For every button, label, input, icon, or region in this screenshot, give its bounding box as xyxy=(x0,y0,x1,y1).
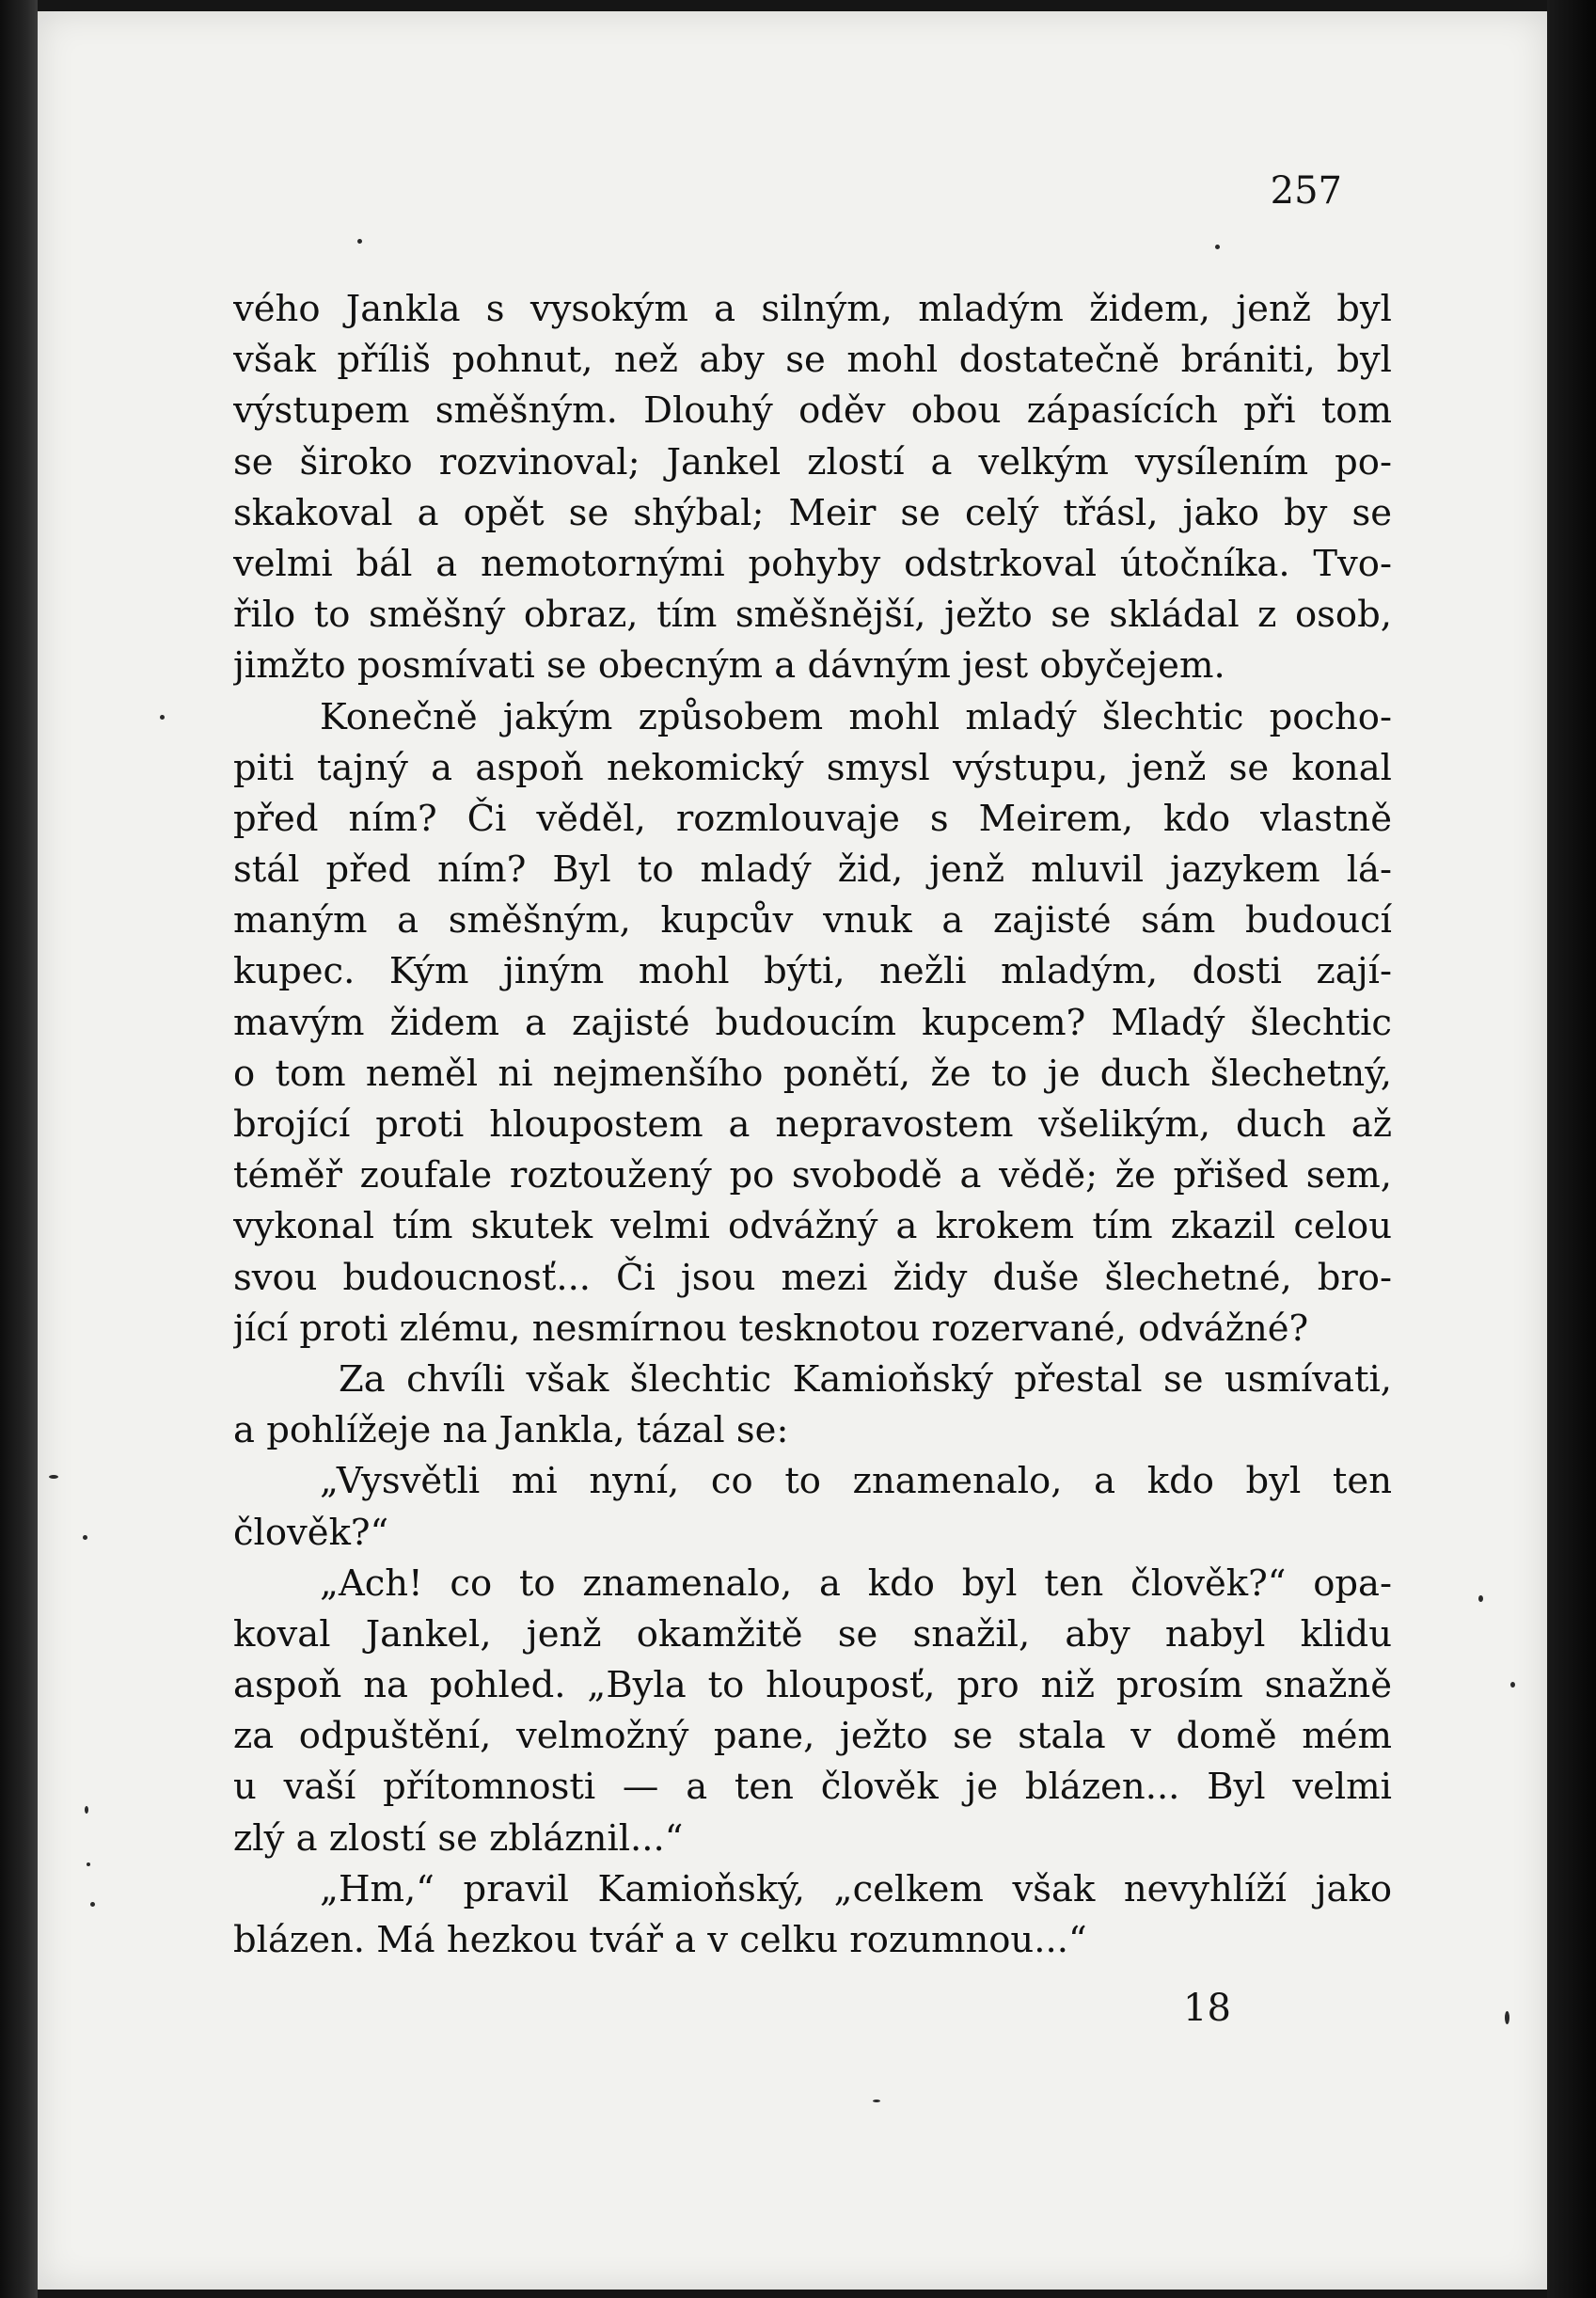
text-line: jimžto posmívati se obecným a dávným jest obyčejem. xyxy=(233,644,1225,688)
text-line: před ním? Či věděl, rozmlouvaje s Meirem, kdo vlastně xyxy=(233,797,1392,840)
dust-speck xyxy=(1510,1682,1515,1688)
text-line: „Vysvětli mi nyní, co to znamenalo, a kdo byl ten xyxy=(320,1460,1392,1503)
signature-mark: 18 xyxy=(1183,1987,1231,2030)
text-line: „Ach! co to znamenalo, a kdo byl ten člověk?“ opa- xyxy=(320,1561,1392,1605)
text-line: vykonal tím skutek velmi odvážný a krokem tím zkazil celou xyxy=(233,1205,1392,1248)
dust-speck xyxy=(85,1806,88,1814)
text-line: „Hm,“ pravil Kamioňský, „celkem však nevyhlíží jako xyxy=(320,1867,1392,1910)
text-line: u vaší přítomnosti — a ten člověk je blázen... Byl velmi xyxy=(233,1766,1392,1809)
body-text xyxy=(233,284,1392,1966)
text-line: brojící proti hloupostem a nepravostem všelikým, duch až xyxy=(233,1103,1392,1146)
dust-speck xyxy=(49,1475,58,1479)
right-dark-edge xyxy=(1547,0,1596,2298)
text-line: Konečně jakým způsobem mohl mladý šlechtic pocho- xyxy=(320,695,1392,738)
text-line: výstupem směšným. Dlouhý oděv obou zápasících při tom xyxy=(233,389,1392,433)
dust-speck xyxy=(83,1535,87,1540)
text-line: Za chvíli však šlechtic Kamioňský přestal se usmívati, xyxy=(339,1357,1392,1401)
text-line: se široko rozvinoval; Jankel zlostí a velkým vysílením po- xyxy=(233,440,1392,483)
text-line: jící proti zlému, nesmírnou tesknotou rozervané, odvážné? xyxy=(233,1307,1309,1350)
dust-speck xyxy=(1215,245,1220,249)
text-line: skakoval a opět se shýbal; Meir se celý třásl, jako by se xyxy=(233,491,1392,534)
text-line: však příliš pohnut, než aby se mohl dostatečně brániti, byl xyxy=(233,339,1392,382)
text-line: kupec. Kým jiným mohl býti, nežli mladým, dosti zají- xyxy=(233,950,1392,993)
text-line: řilo to směšný obraz, tím směšnější, ježto se skládal z osob, xyxy=(233,594,1392,637)
dust-speck xyxy=(873,2100,880,2102)
text-line: zlý a zlostí se zbláznil...“ xyxy=(233,1816,684,1860)
dust-speck xyxy=(1478,1595,1483,1602)
text-line: za odpuštění, velmožný pane, ježto se stala v domě mém xyxy=(233,1715,1392,1758)
left-binding-edge xyxy=(0,0,38,2298)
text-line: mavým židem a zajisté budoucím kupcem? Mladý šlechtic xyxy=(233,1001,1392,1044)
page-number: 257 xyxy=(1270,169,1342,213)
text-line: stál před ním? Byl to mladý žid, jenž mluvil jazykem lá- xyxy=(233,848,1392,892)
text-line: o tom neměl ni nejmenšího ponětí, že to je duch šlechetný, xyxy=(233,1052,1392,1095)
text-line: velmi bál a nemotornými pohyby odstrkoval útočníka. Tvo- xyxy=(233,542,1392,585)
text-line: téměř zoufale roztoužený po svobodě a vědě; že přišed sem, xyxy=(233,1154,1392,1197)
dust-speck xyxy=(90,1902,95,1907)
dust-speck xyxy=(1505,2011,1509,2024)
dust-speck xyxy=(87,1862,90,1866)
text-line: a pohlížeje na Jankla, tázal se: xyxy=(233,1409,789,1452)
text-line: koval Jankel, jenž okamžitě se snažil, aby nabyl klidu xyxy=(233,1612,1392,1656)
book-page xyxy=(38,11,1547,2290)
text-line: blázen. Má hezkou tvář a v celku rozumnou...“ xyxy=(233,1919,1087,1961)
text-line: člověk?“ xyxy=(233,1511,389,1554)
text-line: maným a směšným, kupcův vnuk a zajisté sám budoucí xyxy=(233,899,1392,943)
dust-speck xyxy=(160,715,165,720)
text-line: svou budoucnosť... Či jsou mezi židy duše šlechetné, bro- xyxy=(233,1256,1392,1299)
text-line: vého Jankla s vysokým a silným, mladým židem, jenž byl xyxy=(233,288,1392,330)
dust-speck xyxy=(357,239,362,244)
text-line: piti tajný a aspoň nekomický smysl výstupu, jenž se konal xyxy=(233,746,1392,789)
text-line: aspoň na pohled. „Byla to hlouposť, pro niž prosím snažně xyxy=(233,1664,1392,1707)
